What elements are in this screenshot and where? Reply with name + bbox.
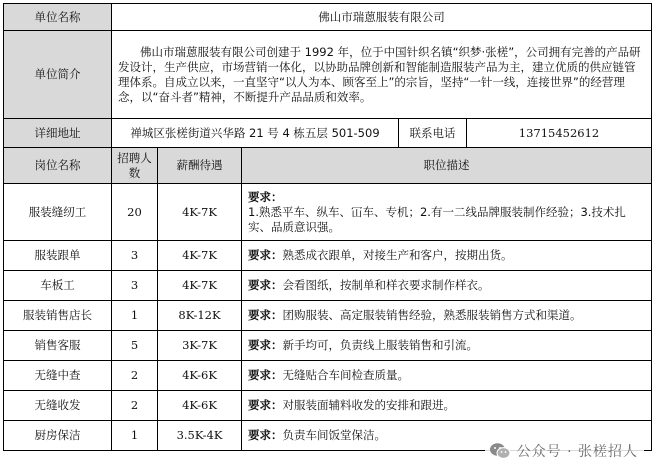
watermark-text: 公众号 · 张槎招人 xyxy=(516,444,638,460)
requirement-label: 要求： xyxy=(248,278,283,292)
job-description xyxy=(242,361,652,391)
address-row xyxy=(4,119,652,148)
intro-label: 单位简介 xyxy=(4,31,112,119)
job-count: 1 xyxy=(112,301,158,331)
job-title: 厨房保洁 xyxy=(4,421,112,451)
recruitment-table xyxy=(3,3,652,451)
job-description xyxy=(242,391,652,421)
job-row xyxy=(4,301,652,331)
company-name: 佛山市瑞蒽服装有限公司 xyxy=(112,4,652,31)
job-count: 5 xyxy=(112,331,158,361)
job-count: 3 xyxy=(112,271,158,301)
requirement-text: 新手均可，负责线上服装销售和引流。 xyxy=(282,338,478,352)
requirement-text: 负责车间饭堂保洁。 xyxy=(282,428,386,442)
col-salary-header: 薪酬待遇 xyxy=(158,148,242,184)
job-salary: 4K-7K xyxy=(158,184,242,241)
requirement-text: 会看图纸，按制单和样衣要求制作样衣。 xyxy=(282,278,490,292)
job-title: 无缝中查 xyxy=(4,361,112,391)
job-row xyxy=(4,184,652,241)
wechat-icon xyxy=(489,442,511,460)
job-salary: 4K-6K xyxy=(158,391,242,421)
requirement-label: 要求： xyxy=(248,189,283,204)
requirement-label: 要求： xyxy=(248,398,283,412)
job-row xyxy=(4,271,652,301)
company-row xyxy=(4,4,652,31)
job-count: 3 xyxy=(112,241,158,271)
job-title: 无缝收发 xyxy=(4,391,112,421)
job-count: 2 xyxy=(112,361,158,391)
job-salary: 3K-7K xyxy=(158,331,242,361)
job-salary: 8K-12K xyxy=(158,301,242,331)
job-salary: 4K-7K xyxy=(158,241,242,271)
watermark xyxy=(485,439,644,463)
phone-value: 13715452612 xyxy=(467,119,652,148)
job-row xyxy=(4,361,652,391)
phone-label: 联系电话 xyxy=(399,119,467,148)
requirement-text: 1.熟悉平车、纵车、冚车、专机；2.有一二线品牌服装制作经验；3.技术扎实、品质意识强。 xyxy=(248,204,626,234)
job-row xyxy=(4,331,652,361)
column-header-row xyxy=(4,148,652,184)
job-row xyxy=(4,391,652,421)
job-count: 20 xyxy=(112,184,158,241)
intro-row xyxy=(4,31,652,119)
requirement-text: 熟悉成衣跟单，对接生产和客户，按期出货。 xyxy=(282,248,513,262)
requirement-text: 对服装面辅料收发的安排和跟进。 xyxy=(282,398,455,412)
requirement-text: 无缝贴合车间检查质量。 xyxy=(282,368,409,382)
job-title: 销售客服 xyxy=(4,331,112,361)
requirement-text: 团购服装、高定服装销售经验，熟悉服装销售方式和渠道。 xyxy=(282,308,582,322)
job-title: 车板工 xyxy=(4,271,112,301)
address-label: 详细地址 xyxy=(4,119,112,148)
job-description xyxy=(242,241,652,271)
col-count-header: 招聘人数 xyxy=(112,148,158,184)
job-description xyxy=(242,271,652,301)
job-count: 1 xyxy=(112,421,158,451)
company-label: 单位名称 xyxy=(4,4,112,31)
job-title: 服装销售店长 xyxy=(4,301,112,331)
job-count: 2 xyxy=(112,391,158,421)
requirement-label: 要求： xyxy=(248,428,283,442)
job-title: 服装跟单 xyxy=(4,241,112,271)
job-salary: 4K-7K xyxy=(158,271,242,301)
col-description-header: 职位描述 xyxy=(242,148,652,184)
requirement-label: 要求： xyxy=(248,368,283,382)
requirement-label: 要求： xyxy=(248,338,283,352)
job-row xyxy=(4,241,652,271)
job-description xyxy=(242,184,652,241)
job-description xyxy=(242,301,652,331)
job-salary: 3.5K-4K xyxy=(158,421,242,451)
requirement-label: 要求： xyxy=(248,248,283,262)
job-description xyxy=(242,331,652,361)
job-title: 服装缝纫工 xyxy=(4,184,112,241)
job-salary: 4K-6K xyxy=(158,361,242,391)
intro-text: 佛山市瑞蒽服装有限公司创建于 1992 年，位于中国针织名镇“织梦·张槎”，公司拥有完善的产品研发设计，生产供应，市场营销一体化，以协助品牌创新和智能制造服装产品为主，建立优质的供应链管理体系。自成立以来，一直坚守“以人为本、顾客至上”的宗旨，坚持“一针一线，连接世界”的经营理念，以“奋斗者”精神，不断提升产品品质和效率。 xyxy=(112,31,652,119)
requirement-label: 要求： xyxy=(248,308,283,322)
address-value: 禅城区张槎街道兴华路 21 号 4 栋五层 501-509 xyxy=(112,119,399,148)
col-position-header: 岗位名称 xyxy=(4,148,112,184)
